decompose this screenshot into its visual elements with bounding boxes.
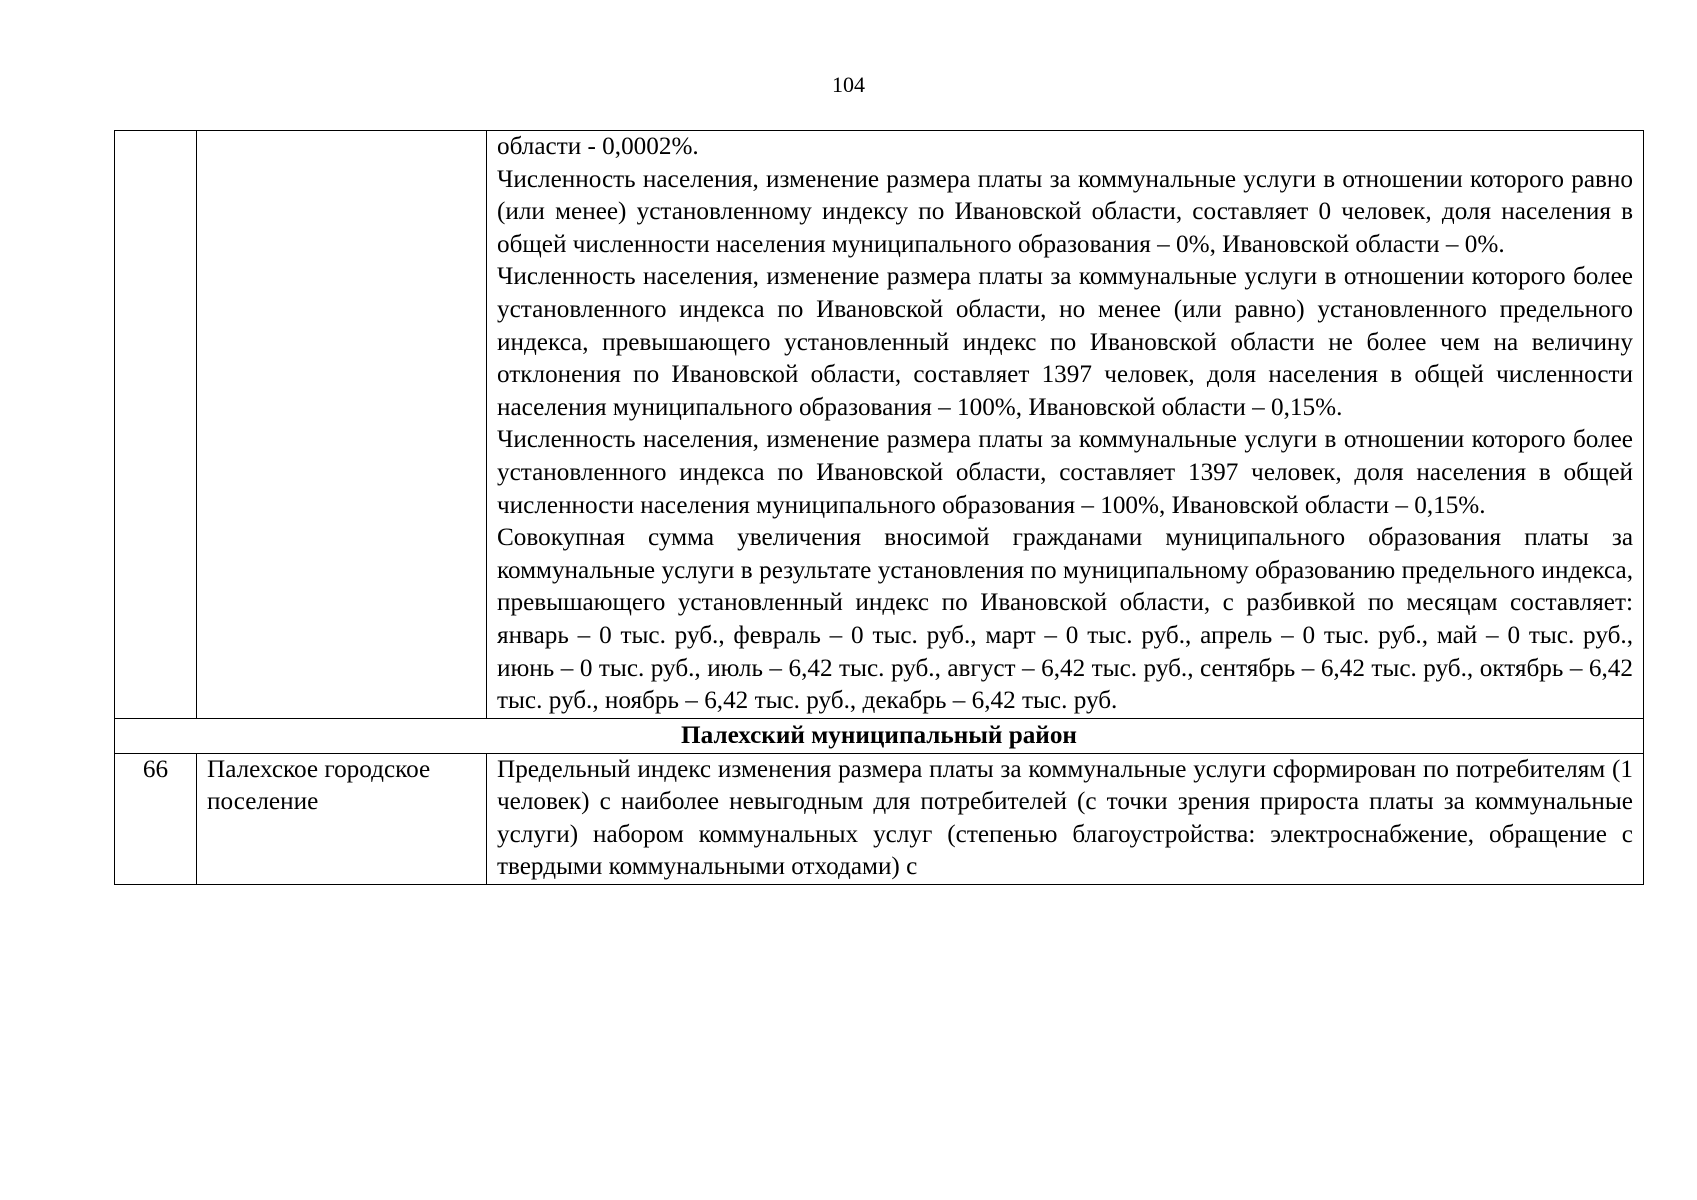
description-paragraph: Совокупная сумма увеличения вносимой гражданами муниципального образования платы за коммунальные услуги в результате установления по муниципальному образованию предельного индекса, превышающего установленный индекс по Ивановской области, с разбивкой по месяцам составляет: январь – 0 тыс. руб., февраль – 0 тыс. руб., март – 0 тыс. руб., апрель – 0 тыс. руб., май – 0 тыс. руб., июнь – 0 тыс. руб., июль – 6,42 тыс. руб., август – 6,42 тыс. руб., сентябрь – 6,42 тыс. руб., октябрь – 6,42 тыс. руб., ноябрь – 6,42 тыс. руб., декабрь – 6,42 тыс. руб. xyxy=(497,524,1633,715)
description-cell xyxy=(487,753,1644,884)
indices-table xyxy=(114,130,1644,885)
description-paragraph: Численность населения, изменение размера платы за коммунальные услуги в отношении которого более установленного индекса по Ивановской области, составляет 1397 человек, доля населения в общей численности населения муниципального образования – 100%, Ивановской области – 0,15%. xyxy=(497,426,1633,519)
page-number: 104 xyxy=(832,72,865,97)
section-heading-row xyxy=(115,718,1644,753)
municipality-name-cell: Палехское городское поселение xyxy=(197,753,487,884)
description-cell xyxy=(487,131,1644,719)
table-row-continued xyxy=(115,131,1644,719)
table-row-66 xyxy=(115,753,1644,884)
municipality-name-cell xyxy=(197,131,487,719)
row-number-cell: 66 xyxy=(115,753,197,884)
section-heading: Палехский муниципальный район xyxy=(115,718,1644,753)
row-number-cell xyxy=(115,131,197,719)
description-paragraph: Численность населения, изменение размера платы за коммунальные услуги в отношении которого равно (или менее) установленному индексу по Ивановской области, составляет 0 человек, доля населения в общей численности населения муниципального образования – 0%, Ивановской области – 0%. xyxy=(497,165,1633,258)
description-paragraph: области - 0,0002%. xyxy=(497,133,699,160)
description-paragraph: Численность населения, изменение размера платы за коммунальные услуги в отношении которого более установленного индекса по Ивановской области, но менее (или равно) установленного предельного индекса, превышающего установленный индекс по Ивановской области не более чем на величину отклонения по Ивановской области, составляет 1397 человек, доля населения в общей численности населения муниципального образования – 100%, Ивановской области – 0,15%. xyxy=(497,263,1633,421)
description-paragraph: Предельный индекс изменения размера платы за коммунальные услуги сформирован по потребителям (1 человек) с наиболее невыгодным для потребителей (с точки зрения прироста платы за коммунальные услуги) набором коммунальных услуг (степенью благоустройства: электроснабжение, обращение с твердыми коммунальными отходами) с xyxy=(497,755,1633,881)
